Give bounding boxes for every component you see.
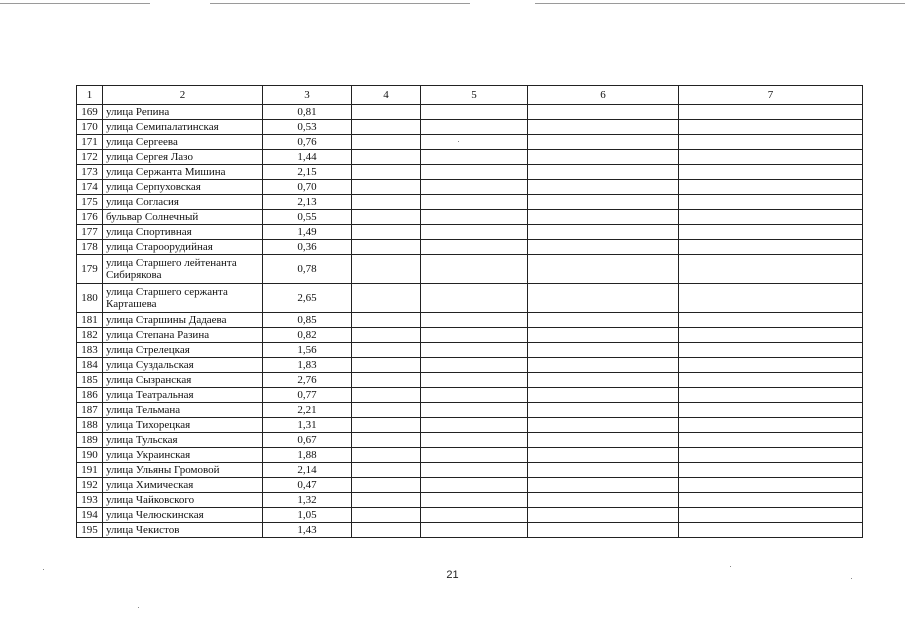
street-name: улица Ульяны Громовой	[103, 463, 263, 478]
street-name: улица Стрелецкая	[103, 343, 263, 358]
street-name: улица Степана Разина	[103, 328, 263, 343]
table-row	[77, 523, 863, 538]
table-row	[77, 195, 863, 210]
empty-cell-6	[528, 313, 679, 328]
table-row	[77, 448, 863, 463]
row-number: 173	[77, 165, 103, 180]
row-number: 190	[77, 448, 103, 463]
empty-cell-4	[352, 165, 421, 180]
empty-cell-5	[421, 388, 528, 403]
street-name: улица Тульская	[103, 433, 263, 448]
empty-cell-5	[421, 135, 528, 150]
empty-cell-6	[528, 433, 679, 448]
empty-cell-6	[528, 284, 679, 313]
row-number: 191	[77, 463, 103, 478]
street-length: 2,14	[263, 463, 352, 478]
street-name: улица Суздальская	[103, 358, 263, 373]
row-number: 185	[77, 373, 103, 388]
row-number: 178	[77, 240, 103, 255]
table-row	[77, 120, 863, 135]
street-name: улица Театральная	[103, 388, 263, 403]
table-row	[77, 373, 863, 388]
scan-top-rule	[0, 3, 150, 4]
street-length: 0,82	[263, 328, 352, 343]
empty-cell-6	[528, 210, 679, 225]
empty-cell-6	[528, 105, 679, 120]
empty-cell-7	[679, 105, 863, 120]
empty-cell-6	[528, 418, 679, 433]
empty-cell-7	[679, 418, 863, 433]
empty-cell-7	[679, 284, 863, 313]
table-row	[77, 478, 863, 493]
empty-cell-5	[421, 105, 528, 120]
empty-cell-6	[528, 165, 679, 180]
empty-cell-4	[352, 523, 421, 538]
street-name: улица Серпуховская	[103, 180, 263, 195]
row-number: 188	[77, 418, 103, 433]
empty-cell-5	[421, 165, 528, 180]
empty-cell-7	[679, 180, 863, 195]
table-row	[77, 255, 863, 284]
table-row	[77, 135, 863, 150]
street-length: 1,56	[263, 343, 352, 358]
table-row	[77, 105, 863, 120]
street-name: улица Чайковского	[103, 493, 263, 508]
empty-cell-5	[421, 463, 528, 478]
empty-cell-7	[679, 225, 863, 240]
empty-cell-7	[679, 210, 863, 225]
empty-cell-4	[352, 255, 421, 284]
header-cell-1: 1	[77, 86, 103, 105]
empty-cell-4	[352, 313, 421, 328]
empty-cell-5	[421, 448, 528, 463]
street-name: улица Тельмана	[103, 403, 263, 418]
empty-cell-7	[679, 463, 863, 478]
street-length: 0,36	[263, 240, 352, 255]
table-row	[77, 358, 863, 373]
empty-cell-5	[421, 328, 528, 343]
street-name: улица Украинская	[103, 448, 263, 463]
empty-cell-5	[421, 255, 528, 284]
empty-cell-4	[352, 240, 421, 255]
empty-cell-7	[679, 195, 863, 210]
table-row	[77, 225, 863, 240]
empty-cell-6	[528, 448, 679, 463]
street-name: улица Семипалатинская	[103, 120, 263, 135]
street-length: 1,32	[263, 493, 352, 508]
row-number: 189	[77, 433, 103, 448]
empty-cell-7	[679, 373, 863, 388]
empty-cell-4	[352, 508, 421, 523]
empty-cell-6	[528, 255, 679, 284]
row-number: 181	[77, 313, 103, 328]
street-name: улица Сызранская	[103, 373, 263, 388]
empty-cell-7	[679, 403, 863, 418]
table-header	[77, 86, 863, 105]
table-row	[77, 284, 863, 313]
empty-cell-5	[421, 284, 528, 313]
empty-cell-6	[528, 180, 679, 195]
street-name: улица Чекистов	[103, 523, 263, 538]
empty-cell-5	[421, 478, 528, 493]
row-number: 194	[77, 508, 103, 523]
empty-cell-5	[421, 508, 528, 523]
empty-cell-4	[352, 120, 421, 135]
header-cell-5: 5	[421, 86, 528, 105]
empty-cell-6	[528, 240, 679, 255]
row-number: 171	[77, 135, 103, 150]
empty-cell-6	[528, 195, 679, 210]
street-length: 0,81	[263, 105, 352, 120]
table-row	[77, 328, 863, 343]
street-name: бульвар Солнечный	[103, 210, 263, 225]
empty-cell-6	[528, 120, 679, 135]
row-number: 180	[77, 284, 103, 313]
header-cell-3: 3	[263, 86, 352, 105]
street-name: улица Старшины Дадаева	[103, 313, 263, 328]
empty-cell-7	[679, 493, 863, 508]
row-number: 176	[77, 210, 103, 225]
row-number: 169	[77, 105, 103, 120]
row-number: 174	[77, 180, 103, 195]
street-length: 0,70	[263, 180, 352, 195]
empty-cell-5	[421, 343, 528, 358]
row-number: 187	[77, 403, 103, 418]
empty-cell-7	[679, 388, 863, 403]
row-number: 182	[77, 328, 103, 343]
empty-cell-5	[421, 150, 528, 165]
row-number: 184	[77, 358, 103, 373]
street-length: 2,13	[263, 195, 352, 210]
empty-cell-5	[421, 433, 528, 448]
empty-cell-6	[528, 388, 679, 403]
street-name: улица Челюскинская	[103, 508, 263, 523]
empty-cell-5	[421, 225, 528, 240]
row-number: 175	[77, 195, 103, 210]
street-name: улица Репина	[103, 105, 263, 120]
empty-cell-5	[421, 210, 528, 225]
table-row	[77, 493, 863, 508]
header-cell-6: 6	[528, 86, 679, 105]
row-number: 172	[77, 150, 103, 165]
empty-cell-6	[528, 508, 679, 523]
empty-cell-7	[679, 433, 863, 448]
empty-cell-7	[679, 508, 863, 523]
table-row	[77, 150, 863, 165]
street-length: 2,15	[263, 165, 352, 180]
empty-cell-4	[352, 343, 421, 358]
empty-cell-4	[352, 403, 421, 418]
header-row	[77, 86, 863, 105]
empty-cell-6	[528, 373, 679, 388]
empty-cell-6	[528, 150, 679, 165]
street-length: 1,49	[263, 225, 352, 240]
street-length: 0,53	[263, 120, 352, 135]
street-length: 0,67	[263, 433, 352, 448]
street-name: улица Тихорецкая	[103, 418, 263, 433]
empty-cell-4	[352, 328, 421, 343]
page-number: 21	[446, 569, 459, 581]
table-row	[77, 463, 863, 478]
empty-cell-4	[352, 135, 421, 150]
empty-cell-5	[421, 493, 528, 508]
empty-cell-5	[421, 418, 528, 433]
empty-cell-5	[421, 195, 528, 210]
empty-cell-4	[352, 418, 421, 433]
street-name: улица Сергея Лазо	[103, 150, 263, 165]
empty-cell-7	[679, 358, 863, 373]
empty-cell-7	[679, 135, 863, 150]
empty-cell-5	[421, 120, 528, 135]
empty-cell-7	[679, 120, 863, 135]
table-row	[77, 418, 863, 433]
scan-speck	[43, 569, 44, 570]
street-length: 1,83	[263, 358, 352, 373]
header-cell-2: 2	[103, 86, 263, 105]
empty-cell-6	[528, 328, 679, 343]
empty-cell-7	[679, 328, 863, 343]
empty-cell-4	[352, 105, 421, 120]
street-length: 2,65	[263, 284, 352, 313]
street-length: 2,21	[263, 403, 352, 418]
row-number: 177	[77, 225, 103, 240]
street-length: 1,88	[263, 448, 352, 463]
empty-cell-7	[679, 255, 863, 284]
street-length: 0,76	[263, 135, 352, 150]
empty-cell-4	[352, 463, 421, 478]
empty-cell-7	[679, 478, 863, 493]
empty-cell-4	[352, 493, 421, 508]
header-cell-7: 7	[679, 86, 863, 105]
empty-cell-4	[352, 150, 421, 165]
scan-speck	[851, 578, 852, 579]
empty-cell-6	[528, 403, 679, 418]
table-row	[77, 403, 863, 418]
street-length: 1,43	[263, 523, 352, 538]
empty-cell-5	[421, 523, 528, 538]
street-name: улица Старшего сержанта Карташева	[103, 284, 263, 313]
street-length: 0,77	[263, 388, 352, 403]
empty-cell-6	[528, 343, 679, 358]
empty-cell-4	[352, 373, 421, 388]
empty-cell-5	[421, 403, 528, 418]
scan-speck	[138, 607, 139, 608]
empty-cell-7	[679, 343, 863, 358]
row-number: 186	[77, 388, 103, 403]
row-number: 192	[77, 478, 103, 493]
row-number: 183	[77, 343, 103, 358]
row-number: 179	[77, 255, 103, 284]
empty-cell-6	[528, 523, 679, 538]
scan-top-rule	[535, 3, 905, 4]
street-length: 0,55	[263, 210, 352, 225]
street-name: улица Согласия	[103, 195, 263, 210]
table-body	[77, 105, 863, 538]
street-length: 1,31	[263, 418, 352, 433]
empty-cell-6	[528, 225, 679, 240]
empty-cell-5	[421, 313, 528, 328]
empty-cell-6	[528, 478, 679, 493]
street-name: улица Химическая	[103, 478, 263, 493]
table-row	[77, 433, 863, 448]
empty-cell-6	[528, 463, 679, 478]
table-row	[77, 343, 863, 358]
empty-cell-4	[352, 195, 421, 210]
street-name: улица Сержанта Мишина	[103, 165, 263, 180]
empty-cell-4	[352, 358, 421, 373]
empty-cell-4	[352, 433, 421, 448]
empty-cell-6	[528, 493, 679, 508]
empty-cell-4	[352, 225, 421, 240]
empty-cell-4	[352, 388, 421, 403]
street-name: улица Спортивная	[103, 225, 263, 240]
empty-cell-7	[679, 150, 863, 165]
empty-cell-6	[528, 358, 679, 373]
empty-cell-4	[352, 448, 421, 463]
table-row	[77, 210, 863, 225]
table-row	[77, 180, 863, 195]
empty-cell-4	[352, 284, 421, 313]
empty-cell-7	[679, 523, 863, 538]
empty-cell-7	[679, 448, 863, 463]
empty-cell-7	[679, 313, 863, 328]
street-length: 1,44	[263, 150, 352, 165]
empty-cell-5	[421, 358, 528, 373]
streets-table	[76, 85, 863, 538]
street-length: 1,05	[263, 508, 352, 523]
scan-speck	[458, 141, 459, 142]
scan-speck	[730, 566, 731, 567]
row-number: 193	[77, 493, 103, 508]
empty-cell-4	[352, 210, 421, 225]
street-length: 0,47	[263, 478, 352, 493]
empty-cell-5	[421, 180, 528, 195]
empty-cell-4	[352, 478, 421, 493]
street-name: улица Сергеева	[103, 135, 263, 150]
row-number: 195	[77, 523, 103, 538]
empty-cell-6	[528, 135, 679, 150]
header-cell-4: 4	[352, 86, 421, 105]
table-row	[77, 240, 863, 255]
street-length: 0,85	[263, 313, 352, 328]
table-row	[77, 165, 863, 180]
row-number: 170	[77, 120, 103, 135]
scan-top-rule	[210, 3, 470, 4]
empty-cell-5	[421, 240, 528, 255]
empty-cell-5	[421, 373, 528, 388]
table-row	[77, 508, 863, 523]
empty-cell-7	[679, 165, 863, 180]
street-name: улица Староорудийная	[103, 240, 263, 255]
street-length: 0,78	[263, 255, 352, 284]
empty-cell-7	[679, 240, 863, 255]
empty-cell-4	[352, 180, 421, 195]
table-row	[77, 313, 863, 328]
street-name: улица Старшего лейтенанта Сибирякова	[103, 255, 263, 284]
street-length: 2,76	[263, 373, 352, 388]
table-row	[77, 388, 863, 403]
